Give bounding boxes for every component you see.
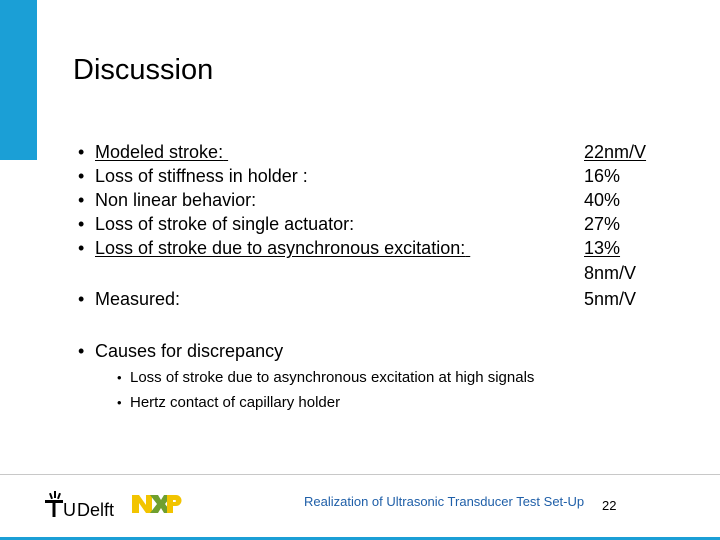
- bullet-label: Loss of stroke of single actuator:: [95, 214, 355, 234]
- value-result-2: 5nm/V: [584, 289, 637, 309]
- bullet-item: [78, 140, 556, 164]
- bullet-item: [78, 188, 256, 212]
- bullet-dot: •: [78, 238, 85, 258]
- underline-fill: [465, 236, 547, 260]
- bullet-item-causes: [78, 339, 283, 363]
- bullet-item: [78, 164, 308, 188]
- bullet-dot: •: [78, 166, 85, 186]
- value-nonlinear: 40%: [584, 190, 621, 210]
- slide-title: Discussion: [73, 54, 214, 86]
- nxp-logo: [130, 493, 182, 515]
- value-result-1: 8nm/V: [584, 263, 637, 283]
- footer-divider: [0, 474, 720, 475]
- page-number: 22: [602, 498, 617, 513]
- bullet-dot: •: [78, 190, 85, 210]
- value-modeled-stroke: 22nm/V: [584, 142, 647, 162]
- bullet-item: [78, 212, 354, 236]
- footer-title: Realization of Ultrasonic Transducer Test Set-Up: [304, 494, 585, 509]
- sub-bullet-item: [117, 393, 340, 413]
- measured-label: Measured:: [95, 289, 181, 309]
- bullet-dot: •: [117, 395, 122, 410]
- bullet-label: Modeled stroke:: [95, 142, 224, 162]
- bullet-dot: •: [78, 289, 85, 309]
- sub-bullet-item: [117, 368, 534, 388]
- bullet-item: [78, 236, 547, 260]
- accent-bar: [0, 0, 37, 160]
- tudelft-logo: [44, 489, 144, 519]
- value-async-excitation: 13%: [584, 238, 621, 258]
- sub-bullet-label: Hertz contact of capillary holder: [130, 394, 341, 411]
- bullet-label: Non linear behavior:: [95, 190, 257, 210]
- bullet-item-measured: [78, 287, 180, 311]
- bullet-label: Loss of stroke due to asynchronous excitation:: [95, 238, 466, 258]
- bullet-dot: •: [78, 142, 85, 162]
- bullet-dot: •: [78, 214, 85, 234]
- underline-fill: [223, 140, 556, 164]
- bullet-label: Loss of stiffness in holder :: [95, 166, 308, 186]
- value-single-actuator: 27%: [584, 214, 621, 234]
- bullet-dot: •: [117, 370, 122, 385]
- svg-text:U: U: [63, 500, 76, 519]
- svg-text:Delft: Delft: [77, 500, 115, 519]
- sub-bullet-label: Loss of stroke due to asynchronous excitation at high signals: [130, 369, 535, 386]
- bullet-dot: •: [78, 341, 85, 361]
- causes-label: Causes for discrepancy: [95, 341, 284, 361]
- value-stiffness-loss: 16%: [584, 166, 621, 186]
